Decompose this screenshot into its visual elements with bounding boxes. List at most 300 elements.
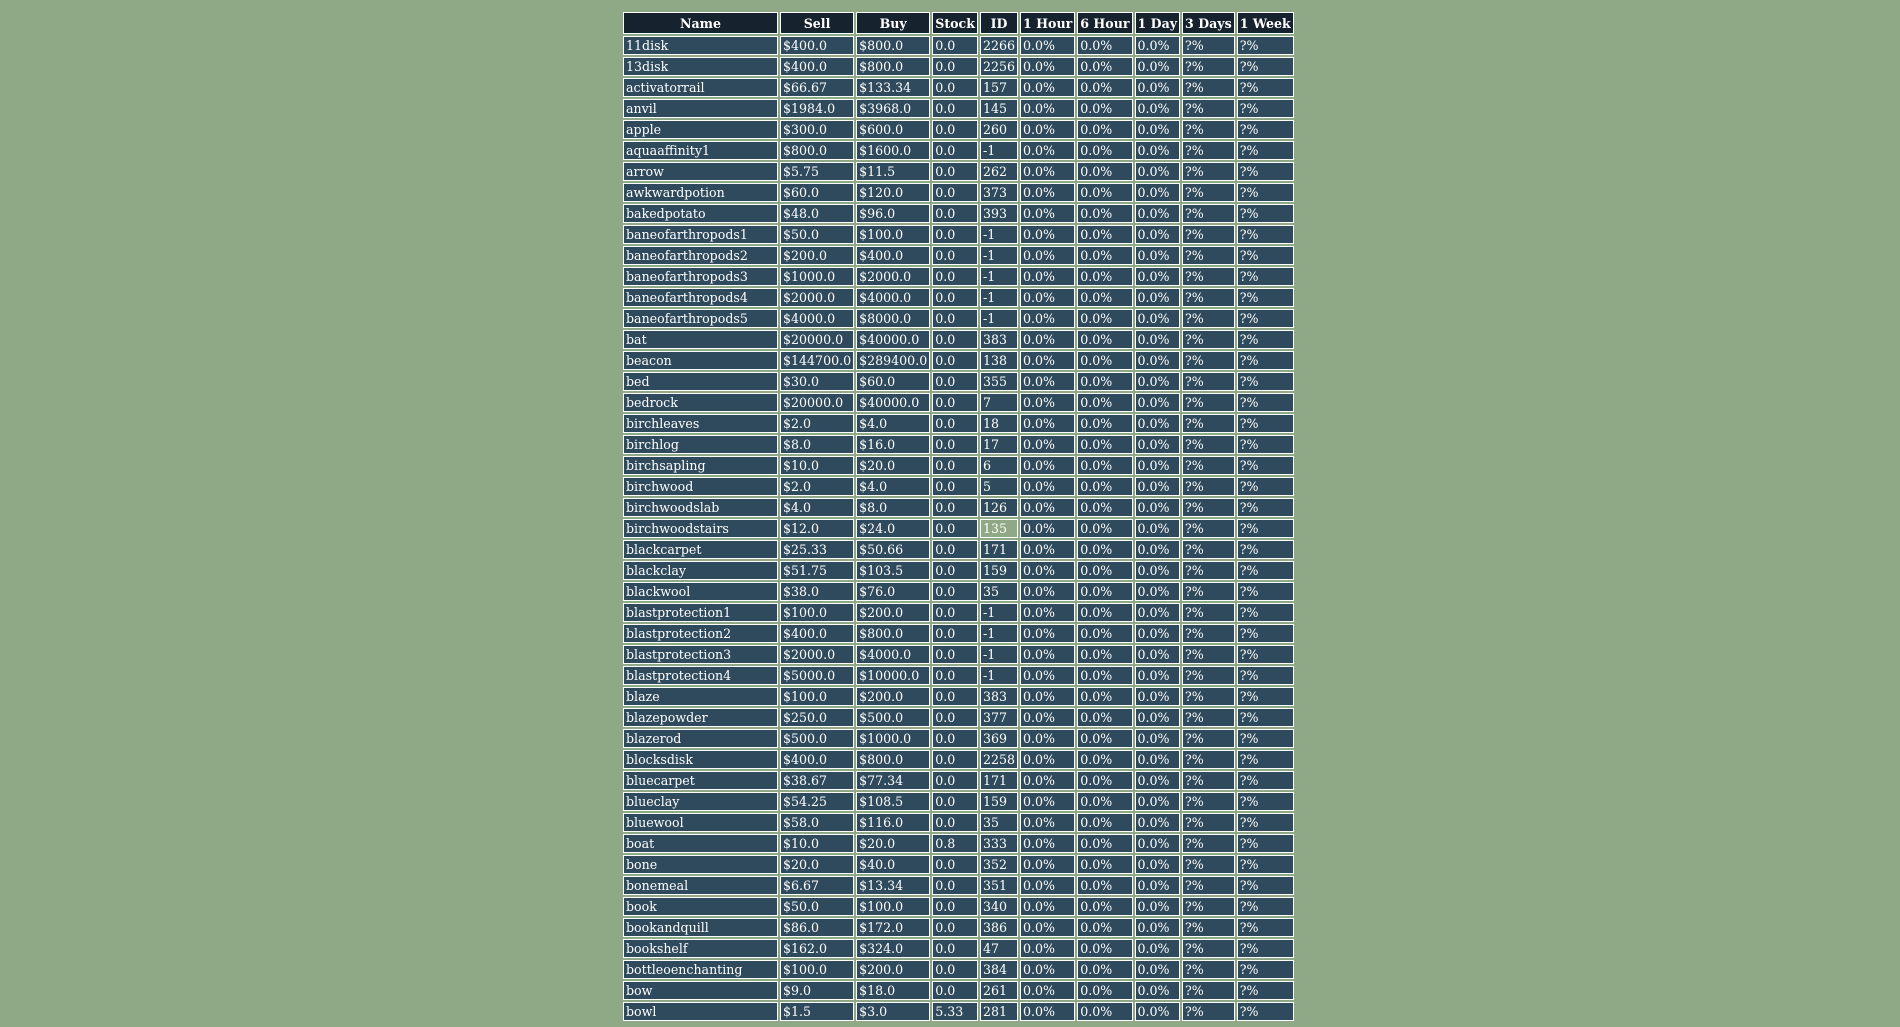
cell-buy: $20.0 (856, 456, 930, 475)
cell-id: 369 (980, 729, 1018, 748)
cell-1-hour: 0.0% (1020, 477, 1075, 496)
table-body (623, 36, 1294, 1021)
cell-1-week: ?% (1237, 309, 1294, 328)
cell-id: 355 (980, 372, 1018, 391)
cell-buy: $1600.0 (856, 141, 930, 160)
cell-1-week: ?% (1237, 330, 1294, 349)
cell-id: 159 (980, 792, 1018, 811)
cell-6-hour: 0.0% (1077, 372, 1132, 391)
cell-1-hour: 0.0% (1020, 183, 1075, 202)
cell-3-days: ?% (1182, 792, 1235, 811)
cell-buy: $10000.0 (856, 666, 930, 685)
cell-1-hour: 0.0% (1020, 813, 1075, 832)
cell-id: 260 (980, 120, 1018, 139)
cell-1-day: 0.0% (1135, 582, 1181, 601)
cell-1-week: ?% (1237, 141, 1294, 160)
cell-1-day: 0.0% (1135, 414, 1181, 433)
table-row[interactable] (623, 435, 1294, 454)
cell-3-days: ?% (1182, 57, 1235, 76)
cell-6-hour: 0.0% (1077, 834, 1132, 853)
cell-buy: $800.0 (856, 36, 930, 55)
cell-1-hour: 0.0% (1020, 393, 1075, 412)
cell-3-days: ?% (1182, 498, 1235, 517)
table-row[interactable] (623, 834, 1294, 853)
cell-sell: $9.0 (780, 981, 854, 1000)
cell-stock: 0.0 (932, 330, 978, 349)
cell-6-hour: 0.0% (1077, 918, 1132, 937)
cell-sell: $50.0 (780, 897, 854, 916)
cell-id: 351 (980, 876, 1018, 895)
cell-name: bluewool (623, 813, 778, 832)
cell-1-week: ?% (1237, 246, 1294, 265)
cell-1-day: 0.0% (1135, 36, 1181, 55)
table-row[interactable] (623, 204, 1294, 223)
cell-name: blackclay (623, 561, 778, 580)
cell-id: 5 (980, 477, 1018, 496)
cell-id: 352 (980, 855, 1018, 874)
cell-name: 11disk (623, 36, 778, 55)
cell-1-week: ?% (1237, 813, 1294, 832)
cell-name: baneofarthropods4 (623, 288, 778, 307)
cell-3-days: ?% (1182, 141, 1235, 160)
cell-stock: 0.0 (932, 792, 978, 811)
cell-1-day: 0.0% (1135, 624, 1181, 643)
cell-1-week: ?% (1237, 36, 1294, 55)
cell-buy: $172.0 (856, 918, 930, 937)
table-row[interactable] (623, 981, 1294, 1000)
cell-1-week: ?% (1237, 225, 1294, 244)
cell-stock: 0.0 (932, 498, 978, 517)
table-row[interactable] (623, 729, 1294, 748)
cell-6-hour: 0.0% (1077, 645, 1132, 664)
cell-stock: 0.0 (932, 729, 978, 748)
cell-1-week: ?% (1237, 414, 1294, 433)
cell-name: birchwoodslab (623, 498, 778, 517)
cell-name: bed (623, 372, 778, 391)
cell-6-hour: 0.0% (1077, 750, 1132, 769)
cell-stock: 0.0 (932, 876, 978, 895)
cell-name: blackwool (623, 582, 778, 601)
cell-1-hour: 0.0% (1020, 729, 1075, 748)
table-row[interactable] (623, 162, 1294, 181)
cell-buy: $18.0 (856, 981, 930, 1000)
cell-1-day: 0.0% (1135, 792, 1181, 811)
cell-buy: $24.0 (856, 519, 930, 538)
table-row[interactable] (623, 120, 1294, 139)
cell-stock: 0.0 (932, 960, 978, 979)
cell-buy: $289400.0 (856, 351, 930, 370)
cell-id: 7 (980, 393, 1018, 412)
column-header-id[interactable]: ID (980, 12, 1018, 34)
table-row[interactable] (623, 960, 1294, 979)
table-row[interactable] (623, 855, 1294, 874)
cell-1-week: ?% (1237, 519, 1294, 538)
table-row[interactable] (623, 540, 1294, 559)
cell-1-day: 0.0% (1135, 540, 1181, 559)
cell-1-hour: 0.0% (1020, 603, 1075, 622)
cell-1-hour: 0.0% (1020, 939, 1075, 958)
cell-name: book (623, 897, 778, 916)
cell-1-day: 0.0% (1135, 750, 1181, 769)
cell-1-week: ?% (1237, 78, 1294, 97)
column-header-buy[interactable]: Buy (856, 12, 930, 34)
table-row[interactable] (623, 918, 1294, 937)
table-row[interactable] (623, 561, 1294, 580)
cell-6-hour: 0.0% (1077, 897, 1132, 916)
table-row[interactable] (623, 99, 1294, 118)
table-row[interactable] (623, 624, 1294, 643)
cell-stock: 0.0 (932, 225, 978, 244)
table-row[interactable] (623, 393, 1294, 412)
table-row[interactable] (623, 414, 1294, 433)
cell-1-week: ?% (1237, 99, 1294, 118)
cell-1-day: 0.0% (1135, 603, 1181, 622)
cell-1-hour: 0.0% (1020, 561, 1075, 580)
cell-1-day: 0.0% (1135, 99, 1181, 118)
cell-sell: $4.0 (780, 498, 854, 517)
table-row[interactable] (623, 1002, 1294, 1021)
cell-id: 138 (980, 351, 1018, 370)
cell-id: 333 (980, 834, 1018, 853)
cell-id: -1 (980, 246, 1018, 265)
cell-1-week: ?% (1237, 456, 1294, 475)
column-header-6-hour[interactable]: 6 Hour (1077, 12, 1132, 34)
cell-1-week: ?% (1237, 393, 1294, 412)
cell-1-hour: 0.0% (1020, 204, 1075, 223)
cell-sell: $144700.0 (780, 351, 854, 370)
table-row[interactable] (623, 456, 1294, 475)
cell-name: boat (623, 834, 778, 853)
cell-1-day: 0.0% (1135, 960, 1181, 979)
table-row[interactable] (623, 792, 1294, 811)
column-header-1-week[interactable]: 1 Week (1237, 12, 1294, 34)
cell-stock: 0.0 (932, 708, 978, 727)
cell-1-week: ?% (1237, 351, 1294, 370)
cell-3-days: ?% (1182, 582, 1235, 601)
cell-stock: 0.0 (932, 519, 978, 538)
cell-1-day: 0.0% (1135, 456, 1181, 475)
cell-id: 6 (980, 456, 1018, 475)
cell-1-week: ?% (1237, 918, 1294, 937)
cell-1-day: 0.0% (1135, 813, 1181, 832)
cell-name: blastprotection1 (623, 603, 778, 622)
cell-id: -1 (980, 666, 1018, 685)
cell-1-hour: 0.0% (1020, 36, 1075, 55)
table-row[interactable] (623, 750, 1294, 769)
cell-1-week: ?% (1237, 645, 1294, 664)
cell-id: 383 (980, 687, 1018, 706)
cell-3-days: ?% (1182, 813, 1235, 832)
table-header (623, 12, 1294, 34)
cell-stock: 0.0 (932, 414, 978, 433)
table-row[interactable] (623, 603, 1294, 622)
cell-3-days: ?% (1182, 939, 1235, 958)
table-row[interactable] (623, 813, 1294, 832)
table-row[interactable] (623, 288, 1294, 307)
cell-sell: $100.0 (780, 603, 854, 622)
cell-name: beacon (623, 351, 778, 370)
cell-1-week: ?% (1237, 435, 1294, 454)
cell-1-week: ?% (1237, 960, 1294, 979)
cell-1-day: 0.0% (1135, 876, 1181, 895)
column-header-3-days[interactable]: 3 Days (1182, 12, 1235, 34)
cell-name: baneofarthropods2 (623, 246, 778, 265)
column-header-stock[interactable]: Stock (932, 12, 978, 34)
cell-1-day: 0.0% (1135, 141, 1181, 160)
cell-sell: $25.33 (780, 540, 854, 559)
column-header-name[interactable]: Name (623, 12, 778, 34)
table-row[interactable] (623, 309, 1294, 328)
table-row[interactable] (623, 687, 1294, 706)
cell-sell: $162.0 (780, 939, 854, 958)
cell-name: blackcarpet (623, 540, 778, 559)
cell-1-hour: 0.0% (1020, 225, 1075, 244)
cell-3-days: ?% (1182, 561, 1235, 580)
cell-6-hour: 0.0% (1077, 687, 1132, 706)
table-row[interactable] (623, 771, 1294, 790)
cell-6-hour: 0.0% (1077, 813, 1132, 832)
table-row[interactable] (623, 351, 1294, 370)
cell-1-day: 0.0% (1135, 897, 1181, 916)
cell-1-day: 0.0% (1135, 939, 1181, 958)
cell-6-hour: 0.0% (1077, 141, 1132, 160)
cell-name: bookshelf (623, 939, 778, 958)
cell-6-hour: 0.0% (1077, 582, 1132, 601)
cell-buy: $77.34 (856, 771, 930, 790)
cell-1-week: ?% (1237, 687, 1294, 706)
table-row[interactable] (623, 519, 1294, 538)
cell-buy: $4.0 (856, 477, 930, 496)
table-row[interactable] (623, 708, 1294, 727)
cell-sell: $30.0 (780, 372, 854, 391)
cell-6-hour: 0.0% (1077, 435, 1132, 454)
cell-stock: 0.0 (932, 981, 978, 1000)
cell-1-week: ?% (1237, 666, 1294, 685)
cell-1-week: ?% (1237, 1002, 1294, 1021)
cell-name: bonemeal (623, 876, 778, 895)
cell-3-days: ?% (1182, 603, 1235, 622)
cell-sell: $20.0 (780, 855, 854, 874)
table-row[interactable] (623, 477, 1294, 496)
cell-sell: $54.25 (780, 792, 854, 811)
column-header-1-hour[interactable]: 1 Hour (1020, 12, 1075, 34)
cell-1-day: 0.0% (1135, 708, 1181, 727)
cell-1-hour: 0.0% (1020, 288, 1075, 307)
cell-buy: $40000.0 (856, 330, 930, 349)
cell-id: 393 (980, 204, 1018, 223)
cell-stock: 0.0 (932, 120, 978, 139)
cell-1-week: ?% (1237, 939, 1294, 958)
cell-3-days: ?% (1182, 162, 1235, 181)
cell-buy: $324.0 (856, 939, 930, 958)
cell-name: blueclay (623, 792, 778, 811)
cell-sell: $2.0 (780, 477, 854, 496)
cell-id: 2256 (980, 57, 1018, 76)
cell-6-hour: 0.0% (1077, 414, 1132, 433)
cell-1-hour: 0.0% (1020, 792, 1075, 811)
table-row[interactable] (623, 183, 1294, 202)
cell-1-hour: 0.0% (1020, 540, 1075, 559)
cell-stock: 0.0 (932, 750, 978, 769)
table-row[interactable] (623, 372, 1294, 391)
cell-name: anvil (623, 99, 778, 118)
cell-buy: $50.66 (856, 540, 930, 559)
cell-1-hour: 0.0% (1020, 666, 1075, 685)
cell-name: aquaaffinity1 (623, 141, 778, 160)
cell-sell: $10.0 (780, 456, 854, 475)
cell-stock: 0.0 (932, 309, 978, 328)
cell-1-week: ?% (1237, 477, 1294, 496)
cell-sell: $4000.0 (780, 309, 854, 328)
cell-sell: $5.75 (780, 162, 854, 181)
cell-id: 383 (980, 330, 1018, 349)
cell-sell: $50.0 (780, 225, 854, 244)
cell-stock: 0.0 (932, 204, 978, 223)
cell-1-week: ?% (1237, 57, 1294, 76)
cell-1-day: 0.0% (1135, 918, 1181, 937)
table-row[interactable] (623, 267, 1294, 286)
cell-buy: $4.0 (856, 414, 930, 433)
cell-6-hour: 0.0% (1077, 771, 1132, 790)
cell-1-week: ?% (1237, 204, 1294, 223)
column-header-sell[interactable]: Sell (780, 12, 854, 34)
cell-6-hour: 0.0% (1077, 183, 1132, 202)
cell-id: 171 (980, 771, 1018, 790)
header-row (623, 12, 1294, 34)
cell-6-hour: 0.0% (1077, 876, 1132, 895)
cell-3-days: ?% (1182, 771, 1235, 790)
table-row[interactable] (623, 36, 1294, 55)
cell-buy: $3.0 (856, 1002, 930, 1021)
cell-1-hour: 0.0% (1020, 141, 1075, 160)
cell-buy: $16.0 (856, 435, 930, 454)
cell-sell: $1984.0 (780, 99, 854, 118)
cell-1-hour: 0.0% (1020, 582, 1075, 601)
cell-id: 386 (980, 918, 1018, 937)
cell-buy: $200.0 (856, 687, 930, 706)
table-row[interactable] (623, 330, 1294, 349)
cell-stock: 0.0 (932, 267, 978, 286)
cell-1-hour: 0.0% (1020, 645, 1075, 664)
table-row[interactable] (623, 939, 1294, 958)
cell-stock: 0.0 (932, 624, 978, 643)
table-row[interactable] (623, 225, 1294, 244)
cell-1-day: 0.0% (1135, 519, 1181, 538)
cell-name: birchleaves (623, 414, 778, 433)
table-row[interactable] (623, 78, 1294, 97)
cell-sell: $2000.0 (780, 645, 854, 664)
table-row[interactable] (623, 666, 1294, 685)
table-row[interactable] (623, 876, 1294, 895)
cell-buy: $800.0 (856, 750, 930, 769)
cell-id: 18 (980, 414, 1018, 433)
cell-1-week: ?% (1237, 120, 1294, 139)
cell-1-day: 0.0% (1135, 498, 1181, 517)
cell-1-day: 0.0% (1135, 78, 1181, 97)
cell-1-hour: 0.0% (1020, 771, 1075, 790)
cell-3-days: ?% (1182, 267, 1235, 286)
column-header-1-day[interactable]: 1 Day (1135, 12, 1181, 34)
cell-id: -1 (980, 141, 1018, 160)
cell-name: birchwood (623, 477, 778, 496)
cell-1-week: ?% (1237, 981, 1294, 1000)
table-row[interactable] (623, 57, 1294, 76)
cell-1-week: ?% (1237, 288, 1294, 307)
cell-sell: $20000.0 (780, 393, 854, 412)
cell-stock: 0.0 (932, 813, 978, 832)
cell-6-hour: 0.0% (1077, 981, 1132, 1000)
cell-id: -1 (980, 645, 1018, 664)
table-row[interactable] (623, 582, 1294, 601)
cell-6-hour: 0.0% (1077, 939, 1132, 958)
cell-sell: $400.0 (780, 57, 854, 76)
cell-1-week: ?% (1237, 897, 1294, 916)
table-row[interactable] (623, 645, 1294, 664)
table-row[interactable] (623, 498, 1294, 517)
cell-6-hour: 0.0% (1077, 120, 1132, 139)
cell-3-days: ?% (1182, 36, 1235, 55)
cell-1-week: ?% (1237, 561, 1294, 580)
cell-id: -1 (980, 309, 1018, 328)
cell-stock: 0.0 (932, 456, 978, 475)
cell-1-hour: 0.0% (1020, 519, 1075, 538)
cell-1-hour: 0.0% (1020, 414, 1075, 433)
cell-1-hour: 0.0% (1020, 309, 1075, 328)
cell-id: 17 (980, 435, 1018, 454)
cell-buy: $76.0 (856, 582, 930, 601)
cell-stock: 0.0 (932, 582, 978, 601)
cell-3-days: ?% (1182, 435, 1235, 454)
cell-sell: $400.0 (780, 36, 854, 55)
cell-1-week: ?% (1237, 708, 1294, 727)
cell-1-day: 0.0% (1135, 267, 1181, 286)
cell-stock: 0.0 (932, 897, 978, 916)
cell-3-days: ?% (1182, 918, 1235, 937)
cell-buy: $500.0 (856, 708, 930, 727)
table-row[interactable] (623, 897, 1294, 916)
cell-1-day: 0.0% (1135, 57, 1181, 76)
table-row[interactable] (623, 246, 1294, 265)
cell-sell: $12.0 (780, 519, 854, 538)
market-price-table (621, 10, 1296, 1023)
cell-name: bottleoenchanting (623, 960, 778, 979)
cell-buy: $40000.0 (856, 393, 930, 412)
cell-1-hour: 0.0% (1020, 855, 1075, 874)
cell-sell: $400.0 (780, 624, 854, 643)
cell-sell: $10.0 (780, 834, 854, 853)
cell-id: 262 (980, 162, 1018, 181)
cell-1-day: 0.0% (1135, 183, 1181, 202)
cell-id: 47 (980, 939, 1018, 958)
table-row[interactable] (623, 141, 1294, 160)
cell-name: blastprotection3 (623, 645, 778, 664)
cell-stock: 0.0 (932, 36, 978, 55)
cell-buy: $8.0 (856, 498, 930, 517)
cell-id: 35 (980, 813, 1018, 832)
cell-buy: $1000.0 (856, 729, 930, 748)
cell-id: 340 (980, 897, 1018, 916)
cell-stock: 0.0 (932, 540, 978, 559)
cell-sell: $100.0 (780, 687, 854, 706)
cell-6-hour: 0.0% (1077, 603, 1132, 622)
cell-1-hour: 0.0% (1020, 981, 1075, 1000)
cell-sell: $6.67 (780, 876, 854, 895)
cell-3-days: ?% (1182, 981, 1235, 1000)
cell-name: baneofarthropods5 (623, 309, 778, 328)
cell-name: awkwardpotion (623, 183, 778, 202)
cell-3-days: ?% (1182, 1002, 1235, 1021)
cell-3-days: ?% (1182, 477, 1235, 496)
